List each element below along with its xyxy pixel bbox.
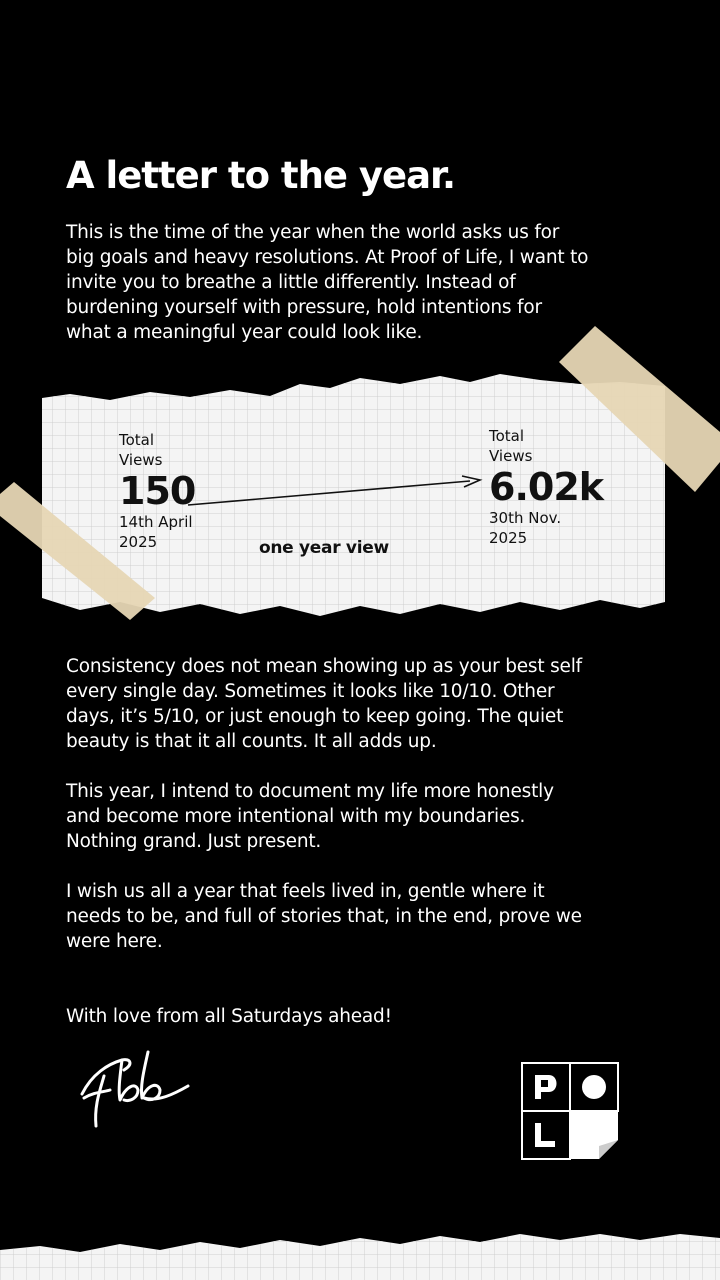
card-caption: one year view <box>259 538 389 558</box>
logo-letter-o <box>582 1075 606 1099</box>
paragraph-line: every single day. Sometimes it looks like 10/10. Other <box>66 681 555 702</box>
end-date: 30th Nov. <box>489 509 562 527</box>
paragraph-line: were here. <box>66 931 163 952</box>
end-views-value: 6.02k <box>489 465 604 509</box>
pol-logo-icon <box>521 1062 619 1160</box>
stat-label: Views <box>489 447 533 465</box>
paragraph-line: I wish us all a year that feels lived in, gentle where it <box>66 881 545 902</box>
bottom-paper-strip <box>0 1228 720 1280</box>
paragraph-line: beauty is that it all counts. It all adds up. <box>66 731 437 752</box>
stat-label: Total <box>119 431 155 449</box>
intro-line: what a meaningful year could look like. <box>66 322 423 343</box>
tape-strip-left <box>0 470 170 630</box>
wish-paragraph <box>66 879 666 954</box>
signoff: With love from all Saturdays ahead! <box>66 1006 392 1027</box>
paragraph-line: and become more intentional with my boundaries. <box>66 806 526 827</box>
intro-line: big goals and heavy resolutions. At Proof of Life, I want to <box>66 247 589 268</box>
start-date: 14th April <box>119 513 193 531</box>
tape-strip-right <box>555 322 720 497</box>
intro-line: invite you to breathe a little differently. Instead of <box>66 272 516 293</box>
end-year: 2025 <box>489 529 528 547</box>
start-year: 2025 <box>119 533 158 551</box>
intro-line: burdening yourself with pressure, hold intentions for <box>66 297 542 318</box>
intention-paragraph <box>66 779 666 854</box>
stat-label: Total <box>489 427 525 445</box>
intro-line: This is the time of the year when the world asks us for <box>66 222 560 243</box>
paragraph-line: This year, I intend to document my life more honestly <box>66 781 554 802</box>
stat-label: Views <box>119 451 163 469</box>
consistency-paragraph <box>66 654 666 754</box>
paragraph-line: days, it’s 5/10, or just enough to keep going. The quiet <box>66 706 564 727</box>
start-views-value: 150 <box>119 469 196 513</box>
paragraph-line: Consistency does not mean showing up as your best self <box>66 656 582 677</box>
paragraph-line: needs to be, and full of stories that, in the end, prove we <box>66 906 582 927</box>
signature-icon <box>78 1046 193 1131</box>
letter-title: A letter to the year. <box>66 154 456 197</box>
paragraph-line: Nothing grand. Just present. <box>66 831 322 852</box>
